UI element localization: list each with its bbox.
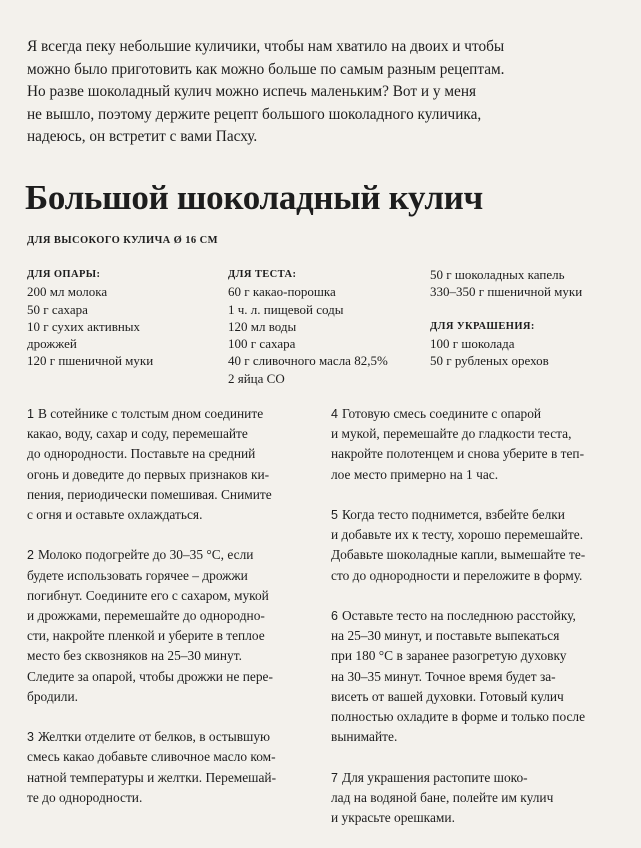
intro-line: Но разве шоколадный кулич можно испечь маленьким? Вот и у меня <box>27 83 477 101</box>
intro-line: Я всегда пеку небольшие куличики, чтобы нам хватило на двоих и чтобы <box>27 38 505 55</box>
recipe-step <box>331 606 613 747</box>
step-text: Оставьте тесто на последнюю расстойку, <box>341 608 576 623</box>
step-line <box>27 768 309 788</box>
step-line <box>331 626 613 646</box>
step-line <box>331 768 613 788</box>
step-line <box>331 667 613 687</box>
step-line <box>331 566 613 586</box>
step-text: на 30–35 минут. Точное время будет за- <box>331 668 556 684</box>
ingredients-starter <box>27 266 153 370</box>
step-line <box>331 727 613 747</box>
step-line <box>331 707 613 727</box>
step-text: Желтки отделите от белков, в остывшую <box>37 729 271 745</box>
step-line <box>27 485 309 505</box>
step-text: вынимайте. <box>331 729 398 745</box>
step-line <box>27 667 309 687</box>
step-line <box>331 687 613 707</box>
ingredients-heading: ДЛЯ ТЕСТА: <box>228 269 297 280</box>
step-line <box>331 545 613 565</box>
step-number: 6 <box>331 609 338 623</box>
intro-line: надеюсь, он встретит с вами Пасху. <box>27 128 258 146</box>
step-text: те до однородности. <box>27 789 143 805</box>
step-text: и украсьте орешками. <box>331 810 455 826</box>
step-text: погибнут. Соедините его с сахаром, мукой <box>27 587 269 603</box>
step-line <box>27 586 309 606</box>
step-text: Молоко подогрейте до 30–35 °С, если <box>37 547 254 563</box>
step-line <box>27 424 309 444</box>
step-text: лое место примерно на 1 час. <box>331 466 499 482</box>
step-text: Готовую смесь соедините с опарой <box>341 406 542 421</box>
ingredient-item: 2 яйца СО <box>228 370 285 386</box>
step-line <box>331 444 613 464</box>
ingredient-item: 100 г шоколада <box>430 336 515 352</box>
ingredient-item: 330–350 г пшеничной муки <box>430 284 583 300</box>
intro-paragraph <box>27 36 617 149</box>
step-text: сти, накройте пленкой и уберите в теплое <box>27 628 265 644</box>
step-text: Для украшения растопите шоко- <box>341 769 528 785</box>
step-number: 4 <box>331 407 338 421</box>
step-text: висеть от вашей духовки. Готовый кулич <box>331 688 564 704</box>
step-line <box>331 646 613 666</box>
ingredient-item: 50 г шоколадных капель <box>430 267 565 282</box>
step-text: до однородности. Поставьте на средний <box>27 446 256 462</box>
step-line <box>331 606 613 626</box>
step-line <box>331 424 613 444</box>
step-line <box>27 606 309 626</box>
step-line <box>27 727 309 747</box>
spacer <box>430 301 582 318</box>
ingredient-item: 200 мл молока <box>27 284 108 300</box>
step-text: сто до однородности и переложите в форму. <box>331 567 583 583</box>
step-text: Когда тесто поднимется, взбейте белки <box>341 507 565 522</box>
step-line <box>27 687 309 707</box>
step-line <box>27 788 309 808</box>
step-text: Следите за опарой, чтобы дрожжи не пере- <box>27 668 273 684</box>
step-line <box>331 404 613 424</box>
step-line <box>27 626 309 646</box>
steps-column-left <box>27 404 309 828</box>
ingredient-item: 120 г пшеничной муки <box>27 353 154 369</box>
step-text: место без сквозняков на 25–30 минут. <box>27 648 242 664</box>
step-number: 1 <box>27 407 34 421</box>
recipe-step <box>331 505 613 586</box>
step-text: смесь какао добавьте сливочное масло ком- <box>27 749 276 765</box>
step-text: какао, воду, сахар и соду, перемешайте <box>27 426 248 442</box>
step-line <box>27 747 309 767</box>
recipe-subtitle: ДЛЯ ВЫСОКОГО КУЛИЧА Ø 16 СМ <box>27 235 218 246</box>
step-text: натной температуры и желтки. Перемешай- <box>27 769 277 785</box>
ingredient-item: 60 г какао-порошка <box>228 284 336 300</box>
step-text: с огня и оставьте охлаждаться. <box>27 507 203 523</box>
step-line <box>331 525 613 545</box>
step-line <box>27 545 309 565</box>
steps-column-right <box>331 404 613 848</box>
recipe-step <box>27 727 309 808</box>
step-text: при 180 °С в заранее разогретую духовку <box>331 648 567 664</box>
ingredient-item: 120 мл воды <box>228 318 297 334</box>
ingredient-item: 100 г сахара <box>228 336 296 352</box>
step-text: и мукой, перемешайте до гладкости теста, <box>331 426 572 442</box>
step-text: В сотейнике с толстым дном соедините <box>37 406 264 421</box>
step-text: огонь и доведите до первых признаков ки- <box>27 466 270 482</box>
step-text: полностью охладите в форме и только после <box>331 709 586 725</box>
step-line <box>331 465 613 485</box>
step-text: и дрожжами, перемешайте до однородно- <box>27 608 265 624</box>
ingredient-item: 1 ч. л. пищевой соды <box>228 301 344 317</box>
step-line <box>27 444 309 464</box>
step-text: пения, периодически помешивая. Снимите <box>27 486 272 502</box>
ingredient-item: 10 г сухих активных <box>27 318 141 334</box>
recipe-step <box>27 404 309 525</box>
intro-line: можно было приготовить как можно больше по самым разным рецептам. <box>27 60 505 78</box>
step-text: накройте полотенцем и снова уберите в теп- <box>331 446 585 462</box>
step-line <box>27 404 309 424</box>
ingredient-item: 50 г рубленых орехов <box>430 353 549 369</box>
ingredient-item: 40 г сливочного масла 82,5% <box>228 353 388 369</box>
step-number: 2 <box>27 548 34 563</box>
ingredients-dough <box>228 266 388 387</box>
step-text: лад на водяной бане, полейте им кулич <box>331 789 554 805</box>
recipe-step <box>331 768 613 829</box>
step-number: 3 <box>27 730 34 745</box>
step-text: Добавьте шоколадные капли, вымешайте те- <box>331 547 586 563</box>
step-text: бродили. <box>27 688 78 704</box>
ingredient-item: 50 г сахара <box>27 301 88 317</box>
step-text: и добавьте их к тесту, хорошо перемешайте. <box>331 527 584 543</box>
ingredients-dough-continued <box>430 266 582 370</box>
recipe-step <box>331 404 613 485</box>
step-line <box>27 646 309 666</box>
recipe-step <box>27 545 309 707</box>
step-number: 5 <box>331 508 338 522</box>
step-text: будете использовать горячее – дрожжи <box>27 567 248 583</box>
step-line <box>331 505 613 525</box>
step-line <box>27 505 309 525</box>
step-text: на 25–30 минут, и поставьте выпекаться <box>331 628 560 644</box>
ingredients-heading: ДЛЯ УКРАШЕНИЯ: <box>430 320 535 332</box>
step-number: 7 <box>331 770 338 785</box>
ingredient-item: дрожжей <box>27 336 77 352</box>
recipe-title: Большой шоколадный кулич <box>25 178 483 217</box>
ingredients-heading: ДЛЯ ОПАРЫ: <box>27 269 101 280</box>
intro-line: не вышло, поэтому держите рецепт большого шоколадного куличика, <box>27 105 482 123</box>
step-line <box>27 465 309 485</box>
step-line <box>27 566 309 586</box>
step-line <box>331 788 613 808</box>
step-line <box>331 808 613 828</box>
